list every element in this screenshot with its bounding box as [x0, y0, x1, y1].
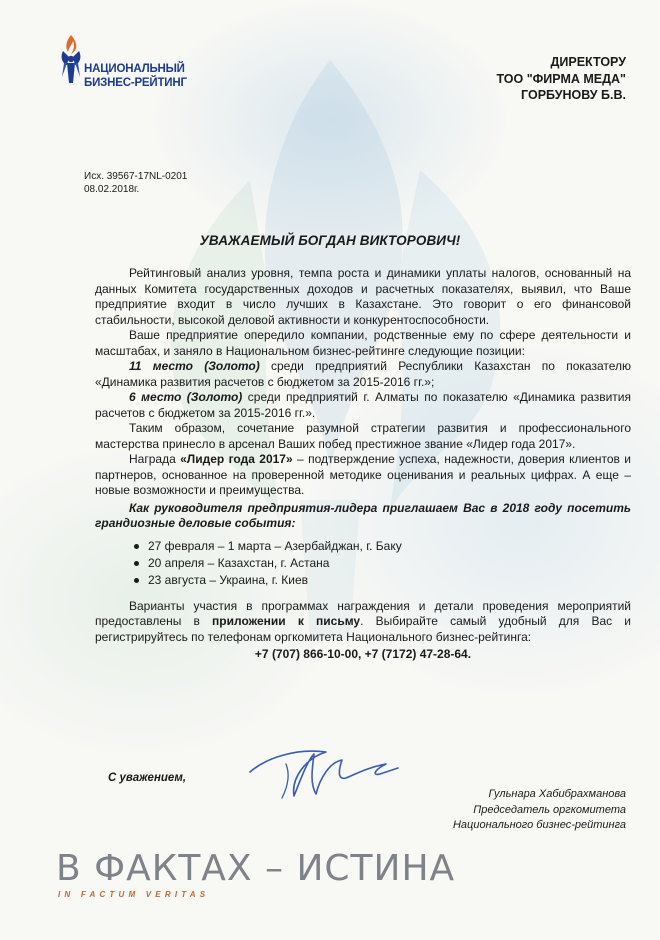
paragraph-invitation: Как руководителя предприятия-лидера приглашаем Вас в 2018 году посетить грандиозные деловые события: — [95, 500, 631, 530]
reference-date: 08.02.2018г. — [84, 184, 140, 195]
logo-line-2: БИЗНЕС-РЕЙТИНГ — [84, 77, 187, 89]
footer-motto: В ФАКТАХ – ИСТИНА — [56, 848, 456, 889]
variants-pre: Варианты участия в программах награждения и детали проведения мероприятий предоставлены в — [95, 598, 631, 628]
logo-line-1: НАЦИОНАЛЬНЫЙ — [84, 63, 185, 75]
rank-almaty-text: среди предприятий г. Алматы по показателю «Динамика развития расчетов с бюджетом за 2015-2016 гг.». — [95, 390, 631, 420]
reference-number: Исх. 39567-17NL-0201 — [84, 171, 188, 182]
torch-logo-icon — [57, 33, 85, 89]
rank-national-text: среди предприятий Республики Казахстан по показателю «Динамика развития расчетов с бюджетом за 2015-2016 гг.»; — [95, 359, 631, 389]
signer-name: Гульнара Хабибрахманова — [488, 788, 626, 800]
paragraph-award — [95, 452, 631, 499]
reference-block — [84, 170, 187, 196]
list-item: 27 февраля – 1 марта – Азербайджан, г. Баку — [134, 538, 631, 555]
variants-text: . Выбирайте самый удобный для Вас и регистрируйтесь по телефонам оргкомитета Национального бизнес-рейтинга: — [95, 614, 631, 644]
paragraph-positions: Ваше предприятие опередило компании, родственные ему по сфере деятельности и масштабах, и заняло в Национальном бизнес-рейтинге следующие позиции: — [95, 328, 631, 358]
paragraph-title: Таким образом, сочетание разумной стратегии развития и профессионального мастерства принесло в арсенал Ваших побед престижное звание «Лидер года 2017». — [95, 421, 631, 451]
paragraph-analysis: Рейтинговый анализ уровня, темпа роста и динамики уплаты налогов, основанный на данных Комитета государственных доходов и расчетных показателях, выявил, что Ваше предприятие входит в число лучших в Казахстане. Это говорит о его финансовой стабильности, высокой деловой активности и конкурентоспособности. — [95, 266, 631, 327]
award-name: «Лидер года 2017» — [180, 452, 293, 466]
phone-numbers: +7 (707) 866-10-00, +7 (7172) 47-28-64. — [254, 647, 472, 661]
logo-wordmark — [84, 62, 187, 90]
award-pre: Награда — [129, 452, 181, 466]
paragraph-variants — [95, 599, 631, 646]
paragraph-rank-almaty — [95, 390, 631, 421]
signer-block — [453, 787, 626, 834]
signer-title: Председатель оргкомитета — [473, 803, 626, 816]
handwritten-signature — [246, 738, 406, 808]
list-item: 23 августа – Украина, г. Киев — [134, 572, 631, 589]
addressee-company: ТОО "ФИРМА МЕДА" — [496, 71, 626, 86]
appendix-reference: приложении к письму — [212, 614, 361, 628]
award-text: – подтверждение успеха, надежности, доверия клиентов и партнеров, основанное на проверенной методике оценивания и реальных цифрах. А еще – новые возможности и преимущества. — [95, 452, 632, 497]
paragraph-rank-national — [95, 359, 631, 390]
footer-latin-motto: IN FACTUM VERITAS — [58, 890, 210, 899]
events-list — [95, 538, 631, 589]
rank-almaty-label: 6 место (Золото) — [129, 390, 243, 404]
addressee-position: ДИРЕКТОРУ — [550, 55, 626, 69]
letter-body — [95, 266, 631, 663]
list-item: 20 апреля – Казахстан, г. Астана — [134, 555, 631, 572]
rank-national-label: 11 место (Золото) — [129, 359, 260, 373]
signer-organization: Национального бизнес-рейтинга — [452, 819, 626, 831]
addressee-name: ГОРБУНОВУ Б.В. — [521, 88, 626, 102]
addressee-block — [496, 54, 626, 104]
greeting: УВАЖАЕМЫЙ БОГДАН ВИКТОРОВИЧ! — [199, 233, 461, 248]
closing-regards: С уважением, — [108, 772, 187, 784]
